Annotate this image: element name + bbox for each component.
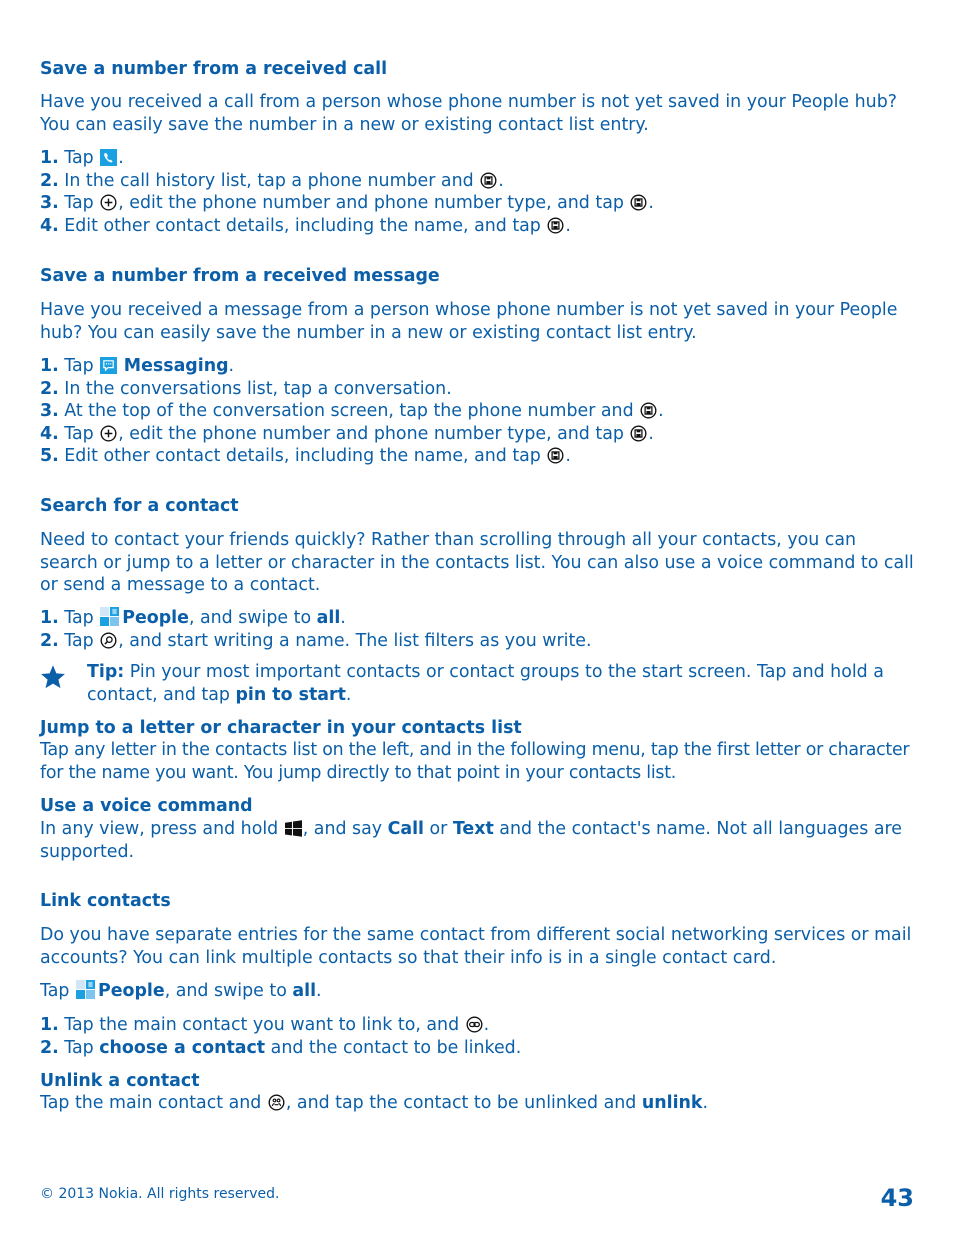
step-list bbox=[40, 1014, 914, 1059]
section-intro: Have you received a call from a person whose phone number is not yet saved in your People hub? You can easily save the number in a new or existing contact list entry. bbox=[40, 92, 897, 135]
step-item: 4. Tap , edit the phone number and phone number type, and tap . bbox=[40, 423, 654, 444]
step-item: 5. Edit other contact details, including the name, and tap . bbox=[40, 446, 571, 467]
section-heading-save-from-message: Save a number from a received message bbox=[40, 266, 440, 286]
section-heading-save-from-call: Save a number from a received call bbox=[40, 59, 388, 79]
page-number: 43 bbox=[880, 1184, 914, 1212]
save-icon bbox=[630, 194, 647, 211]
subheading-jump-to-letter: Jump to a letter or character in your contacts list bbox=[40, 718, 522, 738]
step-list bbox=[40, 355, 914, 468]
star-icon bbox=[40, 664, 66, 690]
section-intro: Need to contact your friends quickly? Rather than scrolling through all your contacts, you can search or jump to a letter or character in the contacts list. You can also use a voice command to call or send a message to a contact. bbox=[40, 530, 914, 596]
step-item: 1. Tap People, and swipe to all. bbox=[40, 608, 346, 628]
messaging-tile-icon bbox=[100, 357, 117, 374]
windows-key-icon bbox=[285, 820, 302, 837]
people-tile-icon bbox=[76, 980, 95, 999]
save-icon bbox=[547, 217, 564, 234]
step-list bbox=[40, 147, 914, 237]
step-item: 2. In the conversations list, tap a conversation. bbox=[40, 378, 452, 399]
phone-tile-icon bbox=[100, 149, 117, 166]
tap-people-line: Tap People, and swipe to all. bbox=[40, 981, 322, 1001]
save-icon bbox=[547, 447, 564, 464]
step-item: 1. Tap the main contact you want to link to, and . bbox=[40, 1015, 490, 1035]
voice-text: In any view, press and hold , and say Call or Text and the contact's name. Not all languages are supported. bbox=[40, 819, 902, 862]
subheading-unlink-contact: Unlink a contact bbox=[40, 1071, 200, 1091]
people-tile-icon bbox=[100, 607, 119, 626]
copyright-footer: © 2013 Nokia. All rights reserved. bbox=[40, 1186, 280, 1202]
link-icon bbox=[466, 1016, 483, 1033]
section-heading-link-contacts: Link contacts bbox=[40, 891, 171, 911]
step-item: 1. Tap Messaging. bbox=[40, 356, 235, 376]
section-intro: Have you received a message from a person whose phone number is not yet saved in your People hub? You can easily save the number in a new or existing contact list entry. bbox=[40, 300, 898, 343]
jump-text: Tap any letter in the contacts list on the left, and in the following menu, tap the first letter or character for the name you want. You jump directly to that point in your contacts list. bbox=[40, 740, 910, 783]
subheading-voice-command: Use a voice command bbox=[40, 796, 253, 816]
add-icon bbox=[100, 194, 117, 211]
save-icon bbox=[630, 425, 647, 442]
step-item: 1. Tap . bbox=[40, 148, 124, 168]
section-intro: Do you have separate entries for the same contact from different social networking services or mail accounts? You can link multiple contacts so that their info is in a single contact card. bbox=[40, 925, 912, 968]
step-item: 2. In the call history list, tap a phone number and . bbox=[40, 170, 504, 191]
save-icon bbox=[640, 402, 657, 419]
step-list bbox=[40, 607, 914, 652]
tip-text: Tip: Pin your most important contacts or contact groups to the start screen. Tap and hold a contact, and tap pin to start. bbox=[87, 662, 884, 705]
save-icon bbox=[480, 172, 497, 189]
add-icon bbox=[100, 425, 117, 442]
section-heading-search-contact: Search for a contact bbox=[40, 496, 239, 516]
step-item: 3. Tap , edit the phone number and phone number type, and tap . bbox=[40, 193, 654, 214]
step-item: 2. Tap , and start writing a name. The list filters as you write. bbox=[40, 630, 592, 651]
unlink-text: Tap the main contact and , and tap the contact to be unlinked and unlink. bbox=[40, 1093, 709, 1113]
step-item: 3. At the top of the conversation screen, tap the phone number and . bbox=[40, 401, 664, 422]
step-item: 2. Tap choose a contact and the contact to be linked. bbox=[40, 1037, 522, 1058]
linked-contacts-icon bbox=[268, 1094, 285, 1111]
step-item: 4. Edit other contact details, including the name, and tap . bbox=[40, 215, 571, 236]
search-icon bbox=[100, 632, 117, 649]
